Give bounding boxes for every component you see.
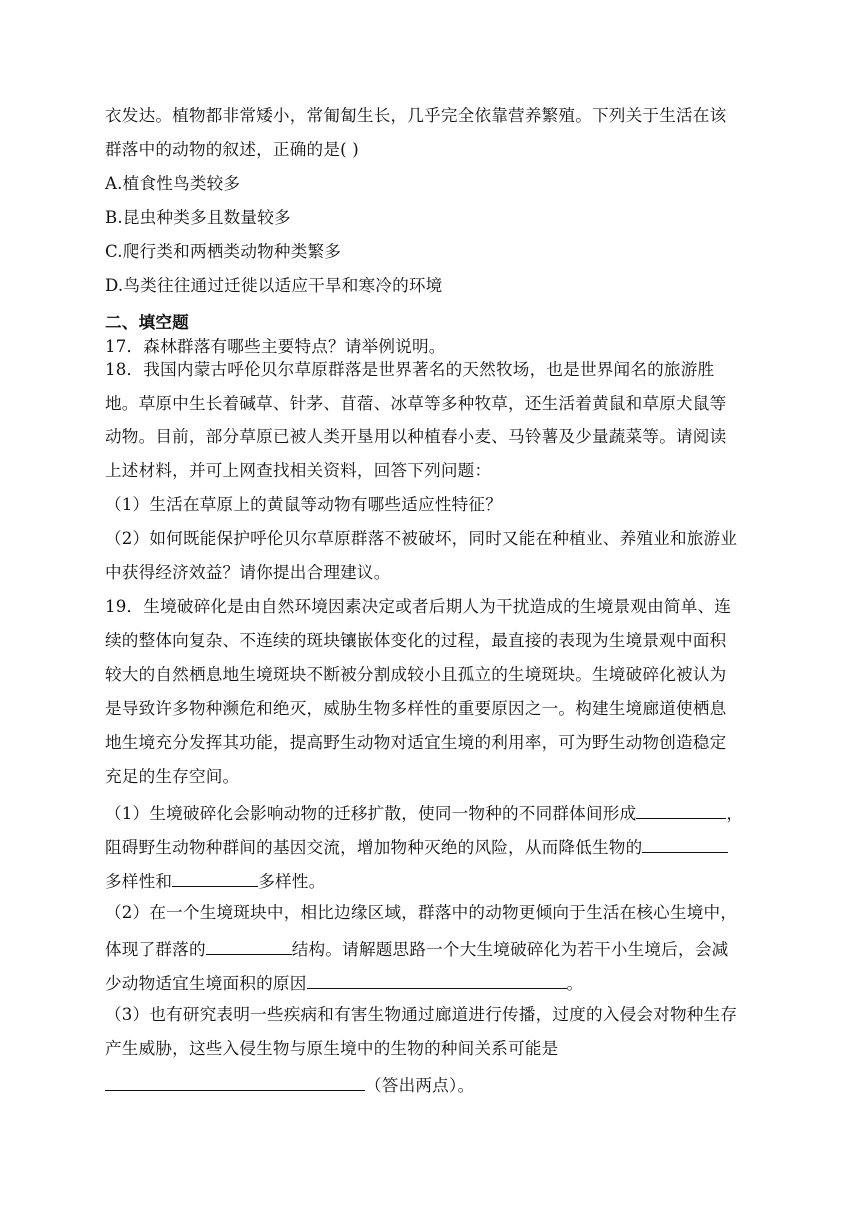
answer-blank-6[interactable] <box>105 1073 365 1091</box>
q19-s2-line2 <box>105 937 756 960</box>
q16-option-d: D.鸟类往往通过迁徙以适应干旱和寒冷的环境 <box>105 276 443 295</box>
answer-blank-5[interactable] <box>307 971 567 989</box>
section-title-fill-blank: 二、填空题 <box>105 313 189 332</box>
answer-blank-1[interactable] <box>636 801 726 819</box>
q18-line1: 18．我国内蒙古呼伦贝尔草原群落是世界著名的天然牧场，也是世界闻名的旅游胜 <box>105 360 715 379</box>
q19-s2-line1: （2）在一个生境斑块中，相比边缘区域，群落中的动物更倾向于生活在核心生境中， <box>105 903 738 922</box>
q19-s1-text-e: 多样性。 <box>258 872 326 891</box>
q18-line2: 地。草原中生长着碱草、针茅、苜蓿、冰草等多种牧草，还生活着黄鼠和草原犬鼠等 <box>105 394 727 413</box>
q19-s1-text-a: （1）生境破碎化会影响动物的迁移扩散，使同一物种的不同群体间形成 <box>105 804 637 823</box>
q18-sub2-line2: 中获得经济效益？请你提出合理建议。 <box>105 563 391 582</box>
q19-s2-text-e: 。 <box>566 974 584 993</box>
q19-s2-text-d: 少动物适宜生境面积的原因 <box>105 974 307 993</box>
q16-stem-line1: 衣发达。植物都非常矮小，常匍匐生长，几乎完全依靠营养繁殖。下列关于生活在该 <box>105 106 727 125</box>
q16-option-c: C.爬行类和两栖类动物种类繁多 <box>105 242 342 261</box>
q19-s2-text-b: 体现了群落的 <box>105 940 206 959</box>
q19-s1-line1 <box>105 801 756 824</box>
q19-s1-text-d: 多样性和 <box>105 872 173 891</box>
q19-line5: 地生境充分发挥其功能，提高野生动物对适宜生境的利用率，可为野生动物创造稳定 <box>105 733 727 752</box>
q19-s1-text-c: 阻碍野生动物种群间的基因交流，增加物种灭绝的风险，从而降低生物的 <box>105 838 643 857</box>
q17-text: 17．森林群落有哪些主要特点？请举例说明。 <box>105 337 446 356</box>
q19-line3: 较大的自然栖息地生境斑块不断被分割成较小且孤立的生境斑块。生境破碎化被认为 <box>105 665 727 684</box>
answer-blank-2[interactable] <box>642 835 728 853</box>
q16-option-a: A.植食性鸟类较多 <box>105 174 241 193</box>
q19-s1-text-b: ， <box>726 804 744 823</box>
q19-line1: 19．生境破碎化是由自然环境因素决定或者后期人为干扰造成的生境景观由简单、连 <box>105 597 732 616</box>
q19-s3-text-c: （答出两点）。 <box>365 1076 475 1095</box>
q18-line3: 动物。目前，部分草原已被人类开垦用以种植春小麦、马铃薯及少量蔬菜等。请阅读 <box>105 427 727 446</box>
q19-s2-text-c: 结构。请解题思路一个大生境破碎化为若干小生境后，会减 <box>291 940 729 959</box>
q19-s3-line2: 产生威胁，这些入侵生物与原生境中的生物的种间关系可能是 <box>105 1039 559 1058</box>
q19-line4: 是导致许多物种濒危和绝灭，威胁生物多样性的重要原因之一。构建生境廊道使栖息 <box>105 699 727 718</box>
q19-line2: 续的整体向复杂、不连续的斑块镶嵌体变化的过程，最直接的表现为生境景观中面积 <box>105 631 727 650</box>
q19-s1-line2 <box>105 835 756 858</box>
q18-line4: 上述材料，并可上网查找相关资料，回答下列问题： <box>105 461 492 480</box>
q19-s3-line3 <box>105 1073 756 1096</box>
answer-blank-3[interactable] <box>172 869 258 887</box>
q18-sub2-line1: （2）如何既能保护呼伦贝尔草原群落不被破坏，同时又能在种植业、养殖业和旅游业 <box>105 529 738 548</box>
q16-option-b: B.昆虫种类多且数量较多 <box>105 208 291 227</box>
q19-line6: 充足的生存空间。 <box>105 767 240 786</box>
q19-s2-line3 <box>105 971 756 994</box>
q19-s3-line1: （3）也有研究表明一些疾病和有害生物通过廊道进行传播，过度的入侵会对物种生存 <box>105 1005 738 1024</box>
answer-blank-4[interactable] <box>206 937 292 955</box>
q19-s1-line3 <box>105 869 756 892</box>
q18-sub1: （1）生活在草原上的黄鼠等动物有哪些适应性特征？ <box>105 495 503 514</box>
q16-stem-line2: 群落中的动物的叙述，正确的是( ) <box>105 140 359 159</box>
